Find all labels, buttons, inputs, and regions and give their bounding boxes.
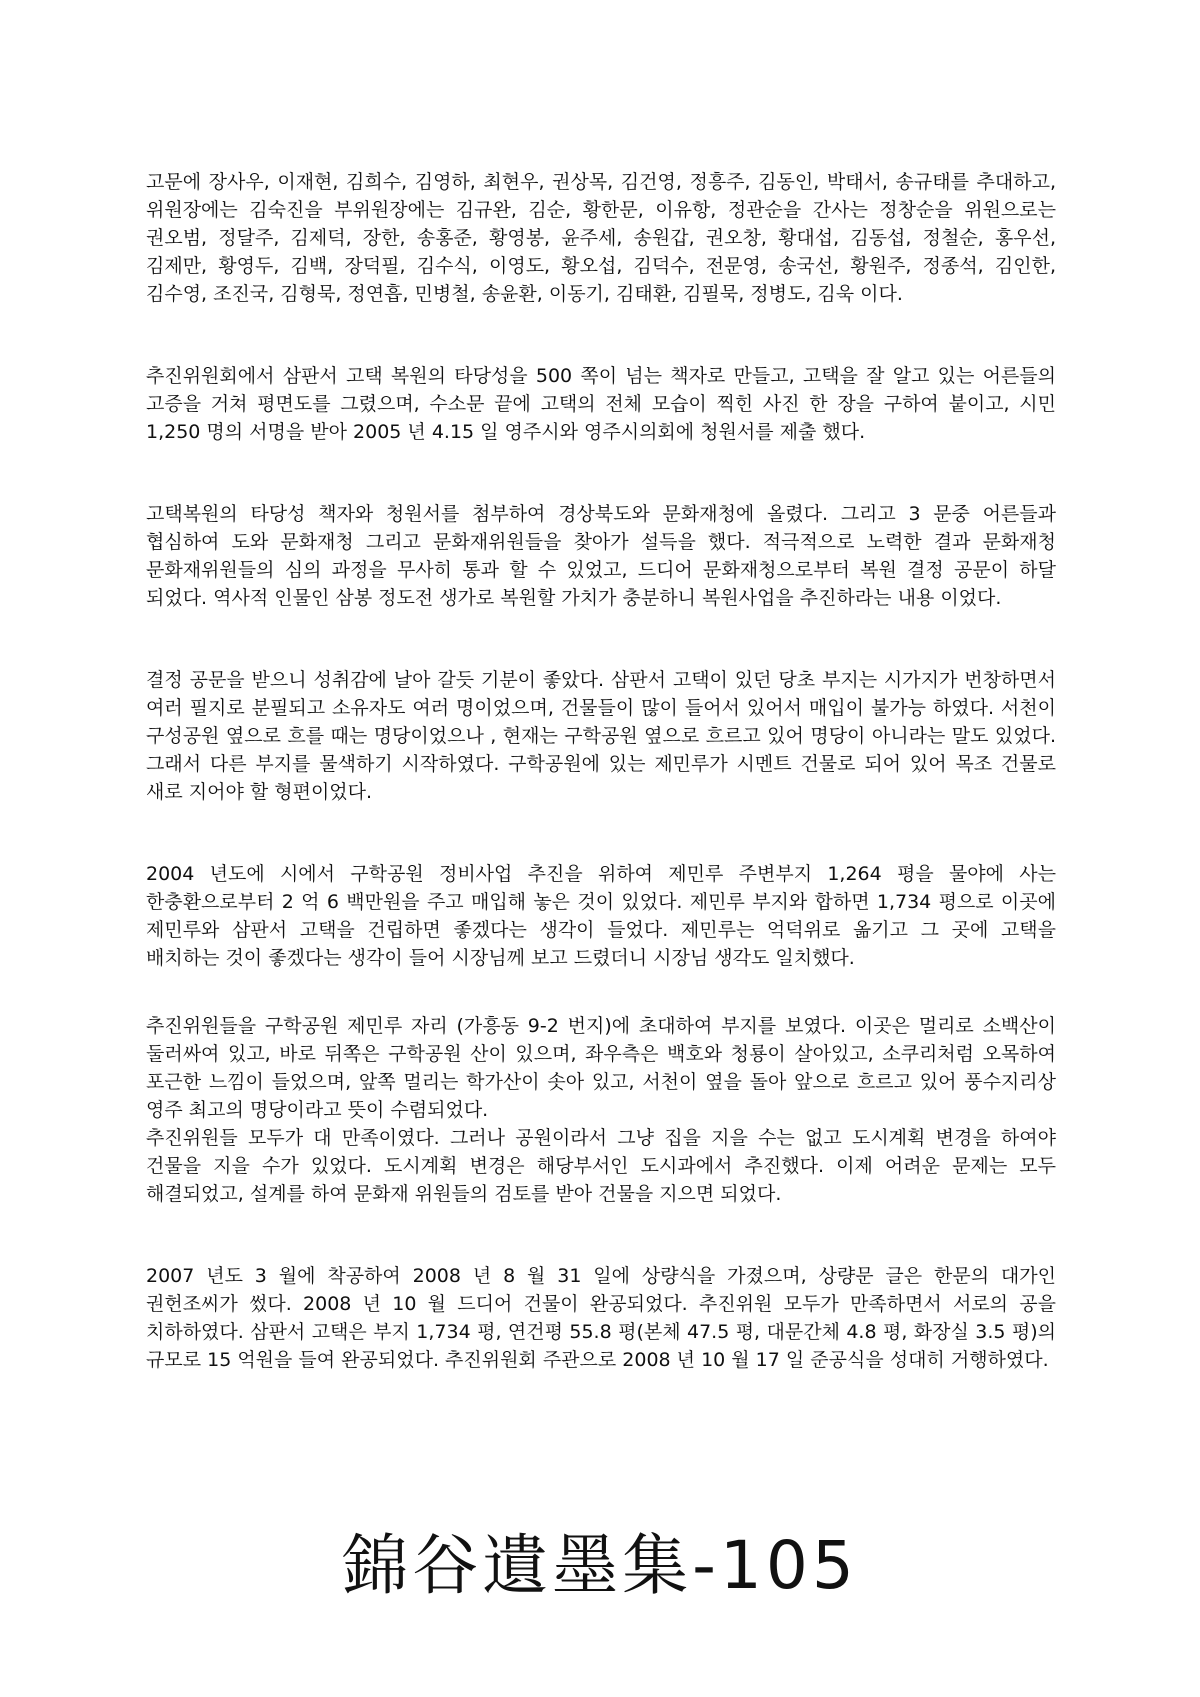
paragraph-site-purchase: 2004 년도에 시에서 구학공원 정비사업 추진을 위하여 제민루 주변부지 1,264 평을 물야에 사는 한충환으로부터 2 억 6 백만원을 주고 매입해 놓은 것이 있었다. 제민루 부지와 합하면 1,734 평으로 이곳에 제민루와 삼판서 고택을 건립하면 좋겠다는 생각이 들었다. 제민루는 억덕위로 옮기고 그 곳에 고택을 배치하는 것이 좋겠다는 생각이 들어 시장님께 보고 드렸더니 시장님 생각도 일치했다. xyxy=(146,863,1056,969)
paragraph-petition: 추진위원회에서 삼판서 고택 복원의 타당성을 500 쪽이 넘는 책자로 만들고, 고택을 잘 알고 있는 어른들의 고증을 거쳐 평면도를 그렸으며, 수소문 끝에 고택의 전체 모습이 찍힌 사진 한 장을 구하여 붙이고, 시민 1,250 명의 서명을 받아 2005 년 4.15 일 영주시와 영주시의회에 청원서를 제출 했다. xyxy=(146,365,1056,443)
paragraph-advisors: 고문에 장사우, 이재현, 김희수, 김영하, 최현우, 권상목, 김건영, 정흥주, 김동인, 박태서, 송규태를 추대하고, 위원장에는 김숙진을 부위원장에는 김규완, 김순, 황한문, 이유항, 정관순을 간사는 정창순을 위원으로는 권오범, 정달주, 김제덕, 장한, 송홍준, 황영봉, 윤주세, 송원갑, 권오창, 황대섭, 김동섭, 정철순, 홍우선, 김제만, 황영두, 김백, 장덕필, 김수식, 이영도, 황오섭, 김덕수, 전문영, 송국선, 황원주, 정종석, 김인한, 김수영, 조진국, 김형묵, 정연흡, 민병철, 송윤환, 이동기, 김태환, 김필묵, 정병도, 김욱 이다. xyxy=(146,171,1056,305)
page-footer-title: 錦谷遺墨集-105 xyxy=(342,1527,858,1604)
document-body xyxy=(146,168,1056,1374)
paragraph-approval: 고택복원의 타당성 책자와 청원서를 첨부하여 경상북도와 문화재청에 올렸다. 그리고 3 문중 어른들과 협심하여 도와 문화재청 그리고 문화재위원들을 찾아가 설득을 했다. 적극적으로 노력한 결과 문화재청 문화재위원들의 심의 과정을 무사히 통과 할 수 있었고, 드디어 문화재청으로부터 복원 결정 공문이 하달 되었다. 역사적 인물인 삼봉 정도전 생가로 복원할 가치가 충분하니 복원사업을 추진하라는 내용 이었다. xyxy=(146,503,1056,609)
paragraph-site-visit: 추진위원들을 구학공원 제민루 자리 (가흥동 9-2 번지)에 초대하여 부지를 보였다. 이곳은 멀리로 소백산이 둘러싸여 있고, 바로 뒤쪽은 구학공원 산이 있으며, 좌우측은 백호와 청룡이 살아있고, 소쿠리처럼 오목하여 포근한 느낌이 들었으며, 앞쪽 멀리는 학가산이 솟아 있고, 서천이 옆을 돌아 앞으로 흐르고 있어 풍수지리상 영주 최고의 명당이라고 뜻이 수렴되었다. xyxy=(146,1015,1056,1121)
paragraph-city-planning: 추진위원들 모두가 대 만족이였다. 그러나 공원이라서 그냥 집을 지을 수는 없고 도시계획 변경을 하여야 건물을 지을 수가 있었다. 도시계획 변경은 해당부서인 도시과에서 추진했다. 이제 어려운 문제는 모두 해결되었고, 설계를 하여 문화재 위원들의 검토를 받아 건물을 지으면 되었다. xyxy=(146,1127,1056,1205)
paragraph-site-search: 결정 공문을 받으니 성취감에 날아 갈듯 기분이 좋았다. 삼판서 고택이 있던 당초 부지는 시가지가 번창하면서 여러 필지로 분필되고 소유자도 여러 명이었으며, 건물들이 많이 들어서 있어서 매입이 불가능 하였다. 서천이 구성공원 옆으로 흐를 때는 명당이었으나 , 현재는 구학공원 옆으로 흐르고 있어 명당이 아니라는 말도 있었다. 그래서 다른 부지를 물색하기 시작하였다. 구학공원에 있는 제민루가 시멘트 건물로 되어 있어 목조 건물로 새로 지어야 할 형편이었다. xyxy=(146,669,1056,803)
paragraph-construction: 2007 년도 3 월에 착공하여 2008 년 8 월 31 일에 상량식을 가졌으며, 상량문 글은 한문의 대가인 권헌조씨가 썼다. 2008 년 10 월 드디어 건물이 완공되었다. 추진위원 모두가 만족하면서 서로의 공을 치하하였다. 삼판서 고택은 부지 1,734 평, 연건평 55.8 평(본체 47.5 평, 대문간체 4.8 평, 화장실 3.5 평)의 규모로 15 억원을 들여 완공되었다. 추진위원회 주관으로 2008 년 10 월 17 일 준공식을 성대히 거행하였다. xyxy=(146,1265,1056,1371)
